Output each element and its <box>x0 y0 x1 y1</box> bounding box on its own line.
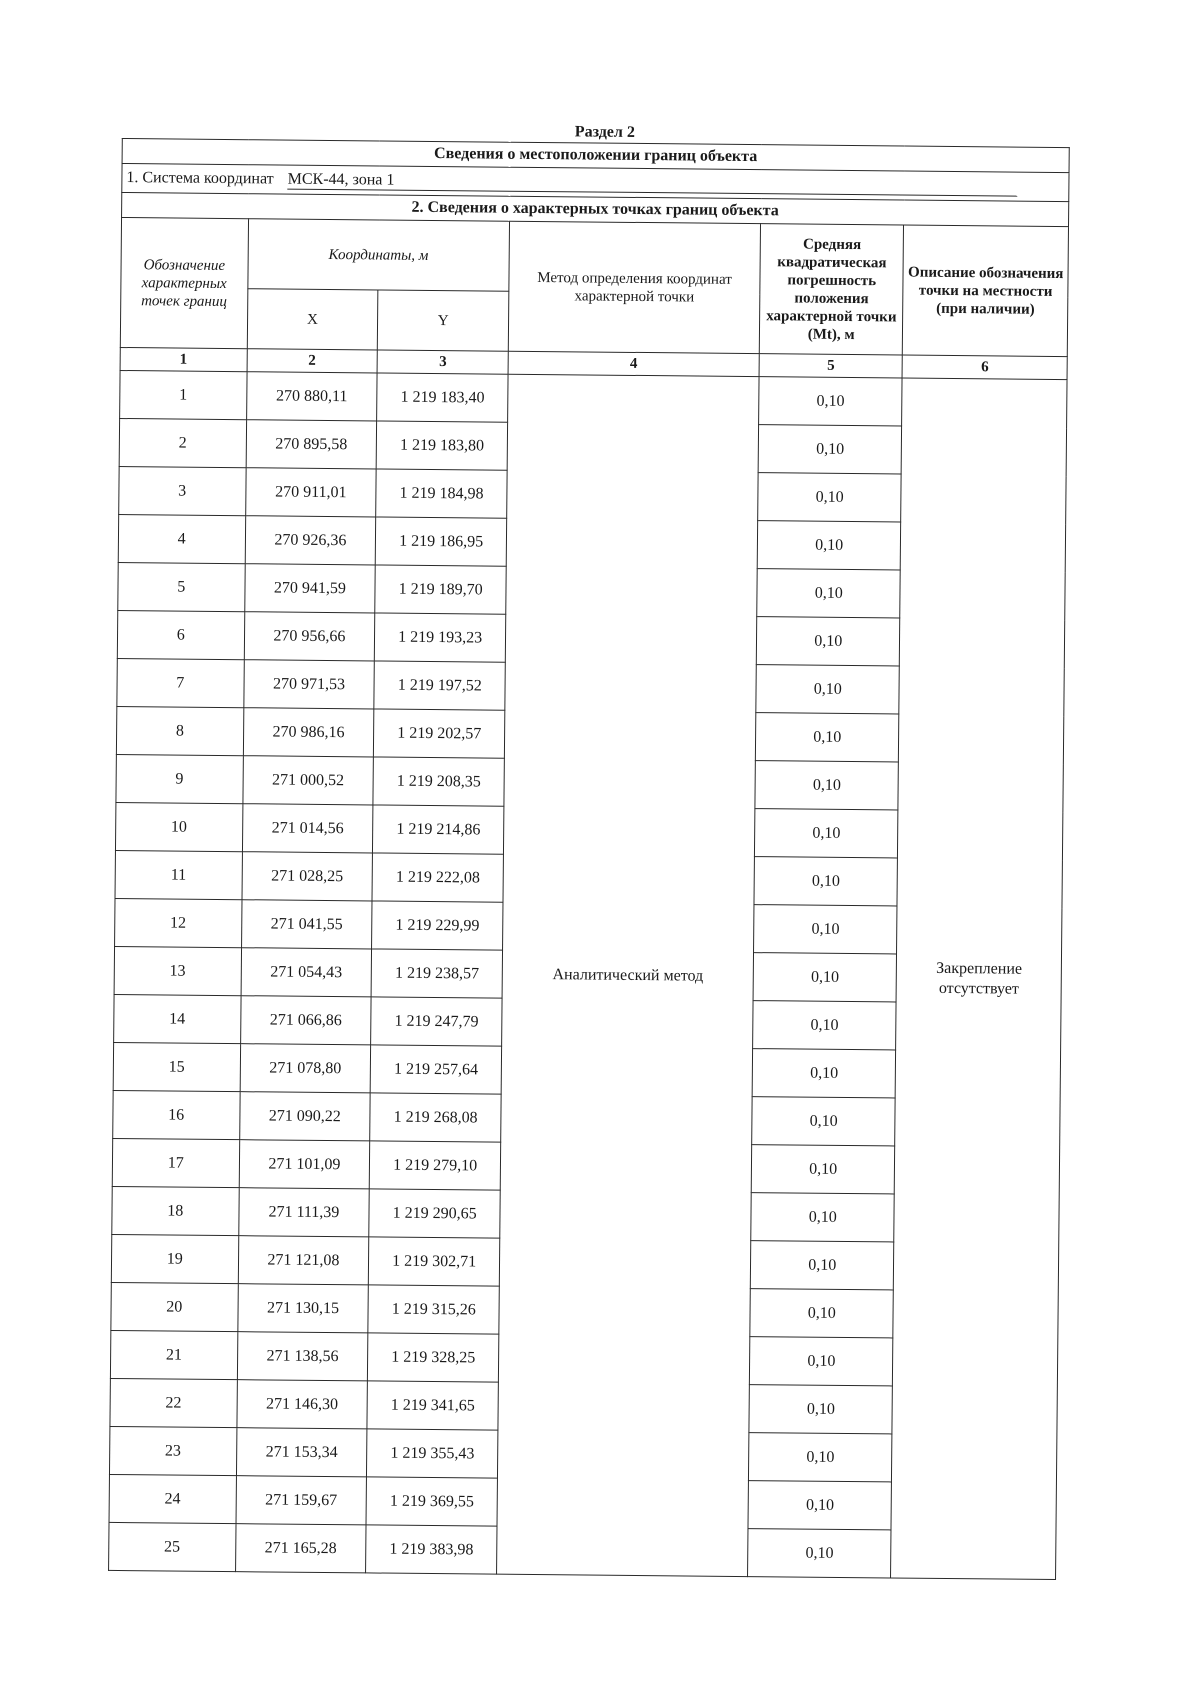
section-title: Раздел 2 <box>574 123 636 141</box>
table-subtitle: 2. Сведения о характерных точках границ объекта <box>122 193 1069 227</box>
y-coordinate-cell: 1 219 208,35 <box>373 757 504 806</box>
x-coordinate-cell: 271 090,22 <box>239 1092 370 1141</box>
x-coordinate-cell: 270 880,11 <box>246 372 377 421</box>
accuracy-cell: 0,10 <box>758 473 902 522</box>
point-number-cell: 23 <box>109 1426 236 1475</box>
x-coordinate-cell: 270 986,16 <box>243 708 374 757</box>
point-number-cell: 9 <box>116 754 243 803</box>
header-accuracy: Средняя квадратическая погрешность положения характерной точки (Mt), м <box>759 224 904 355</box>
description-cell: Закрепление отсутствует <box>891 378 1067 1580</box>
column-number: 1 <box>120 347 247 371</box>
x-coordinate-cell: 271 014,56 <box>242 804 373 853</box>
point-number-cell: 15 <box>113 1042 240 1091</box>
y-coordinate-cell: 1 219 193,23 <box>375 613 506 662</box>
y-coordinate-cell: 1 219 268,08 <box>370 1093 501 1142</box>
point-number-cell: 14 <box>114 994 241 1043</box>
accuracy-cell: 0,10 <box>750 1289 894 1338</box>
accuracy-cell: 0,10 <box>749 1433 893 1482</box>
x-coordinate-cell: 271 121,08 <box>238 1236 369 1285</box>
y-coordinate-cell: 1 219 202,57 <box>374 709 505 758</box>
accuracy-cell: 0,10 <box>748 1481 892 1530</box>
x-coordinate-cell: 271 165,28 <box>235 1524 366 1573</box>
y-coordinate-cell: 1 219 183,80 <box>376 421 507 470</box>
accuracy-cell: 0,10 <box>751 1193 895 1242</box>
y-coordinate-cell: 1 219 238,57 <box>371 949 502 998</box>
y-coordinate-cell: 1 219 290,65 <box>369 1189 500 1238</box>
y-coordinate-cell: 1 219 214,86 <box>373 805 504 854</box>
accuracy-cell: 0,10 <box>758 425 902 474</box>
x-coordinate-cell: 270 956,66 <box>244 612 375 661</box>
y-coordinate-cell: 1 219 222,08 <box>372 853 503 902</box>
x-coordinate-cell: 271 159,67 <box>236 1476 367 1525</box>
accuracy-cell: 0,10 <box>755 713 899 762</box>
accuracy-cell: 0,10 <box>754 857 898 906</box>
column-number: 4 <box>508 351 759 376</box>
x-coordinate-cell: 271 041,55 <box>241 900 372 949</box>
point-number-cell: 17 <box>112 1138 239 1187</box>
x-coordinate-cell: 270 971,53 <box>243 660 374 709</box>
y-coordinate-cell: 1 219 186,95 <box>376 517 507 566</box>
point-number-cell: 3 <box>119 466 246 515</box>
x-coordinate-cell: 270 911,01 <box>245 468 376 517</box>
column-number: 5 <box>759 354 903 378</box>
x-coordinate-cell: 271 130,15 <box>237 1284 368 1333</box>
x-coordinate-cell: 271 028,25 <box>242 852 373 901</box>
y-coordinate-cell: 1 219 279,10 <box>370 1141 501 1190</box>
point-number-cell: 4 <box>118 514 245 563</box>
y-coordinate-cell: 1 219 302,71 <box>369 1237 500 1286</box>
point-number-cell: 16 <box>113 1090 240 1139</box>
accuracy-cell: 0,10 <box>756 665 900 714</box>
point-number-cell: 18 <box>112 1186 239 1235</box>
point-number-cell: 22 <box>110 1378 237 1427</box>
x-coordinate-cell: 271 101,09 <box>239 1140 370 1189</box>
point-number-cell: 5 <box>118 562 245 611</box>
x-coordinate-cell: 271 066,86 <box>240 996 371 1045</box>
point-number-cell: 12 <box>115 898 242 947</box>
coordinate-system-value: МСК-44, зона 1 <box>288 170 1018 196</box>
y-coordinate-cell: 1 219 341,65 <box>367 1381 498 1430</box>
accuracy-cell: 0,10 <box>751 1145 895 1194</box>
accuracy-cell: 0,10 <box>749 1337 893 1386</box>
point-number-cell: 2 <box>119 418 246 467</box>
x-coordinate-cell: 271 111,39 <box>238 1188 369 1237</box>
column-number: 6 <box>903 355 1068 380</box>
x-coordinate-cell: 271 000,52 <box>242 756 373 805</box>
y-coordinate-cell: 1 219 247,79 <box>371 997 502 1046</box>
x-coordinate-cell: 270 895,58 <box>246 420 377 469</box>
accuracy-cell: 0,10 <box>755 761 899 810</box>
y-coordinate-cell: 1 219 369,55 <box>366 1477 497 1526</box>
point-number-cell: 8 <box>116 706 243 755</box>
accuracy-cell: 0,10 <box>752 1097 896 1146</box>
x-coordinate-cell: 271 138,56 <box>237 1332 368 1381</box>
column-number: 3 <box>377 350 508 374</box>
y-coordinate-cell: 1 219 257,64 <box>370 1045 501 1094</box>
header-y: Y <box>378 290 509 351</box>
header-x: X <box>247 289 378 350</box>
y-coordinate-cell: 1 219 315,26 <box>368 1285 499 1334</box>
y-coordinate-cell: 1 219 328,25 <box>368 1333 499 1382</box>
y-coordinate-cell: 1 219 355,43 <box>367 1429 498 1478</box>
accuracy-cell: 0,10 <box>748 1529 892 1578</box>
point-number-cell: 25 <box>109 1522 236 1571</box>
y-coordinate-cell: 1 219 383,98 <box>366 1525 497 1574</box>
accuracy-cell: 0,10 <box>756 617 900 666</box>
method-cell: Аналитический метод <box>497 374 759 1576</box>
accuracy-cell: 0,10 <box>753 1001 897 1050</box>
accuracy-cell: 0,10 <box>755 809 899 858</box>
table-title: Сведения о местоположении границ объекта <box>122 139 1069 173</box>
point-number-cell: 19 <box>111 1234 238 1283</box>
header-description: Описание обозначения точки на местности (при наличии) <box>903 225 1069 357</box>
point-number-cell: 21 <box>110 1330 237 1379</box>
point-number-cell: 11 <box>115 850 242 899</box>
accuracy-cell: 0,10 <box>752 1049 896 1098</box>
accuracy-cell: 0,10 <box>757 521 901 570</box>
y-coordinate-cell: 1 219 229,99 <box>372 901 503 950</box>
accuracy-cell: 0,10 <box>754 905 898 954</box>
x-coordinate-cell: 270 926,36 <box>245 516 376 565</box>
x-coordinate-cell: 270 941,59 <box>244 564 375 613</box>
x-coordinate-cell: 271 146,30 <box>236 1380 367 1429</box>
point-number-cell: 13 <box>114 946 241 995</box>
y-coordinate-cell: 1 219 189,70 <box>375 565 506 614</box>
point-number-cell: 1 <box>120 370 247 419</box>
point-number-cell: 20 <box>111 1282 238 1331</box>
coordinate-system-label: 1. Система координат <box>126 168 274 187</box>
point-number-cell: 10 <box>115 802 242 851</box>
x-coordinate-cell: 271 054,43 <box>241 948 372 997</box>
boundary-points-table <box>108 138 1070 1580</box>
column-number: 2 <box>247 349 378 373</box>
header-coordinates: Координаты, м <box>247 219 509 292</box>
point-number-cell: 6 <box>117 610 244 659</box>
document-page <box>108 118 1088 1580</box>
x-coordinate-cell: 271 078,80 <box>240 1044 371 1093</box>
header-point-designation: Обозначение характерных точек границ <box>120 218 248 349</box>
y-coordinate-cell: 1 219 184,98 <box>376 469 507 518</box>
y-coordinate-cell: 1 219 197,52 <box>374 661 505 710</box>
accuracy-cell: 0,10 <box>757 569 901 618</box>
point-number-cell: 7 <box>117 658 244 707</box>
point-number-cell: 24 <box>109 1474 236 1523</box>
header-method: Метод определения координат характерной точки <box>508 221 760 353</box>
accuracy-cell: 0,10 <box>753 953 897 1002</box>
accuracy-cell: 0,10 <box>750 1241 894 1290</box>
accuracy-cell: 0,10 <box>749 1385 893 1434</box>
x-coordinate-cell: 271 153,34 <box>236 1428 367 1477</box>
y-coordinate-cell: 1 219 183,40 <box>377 373 508 422</box>
accuracy-cell: 0,10 <box>759 377 903 426</box>
